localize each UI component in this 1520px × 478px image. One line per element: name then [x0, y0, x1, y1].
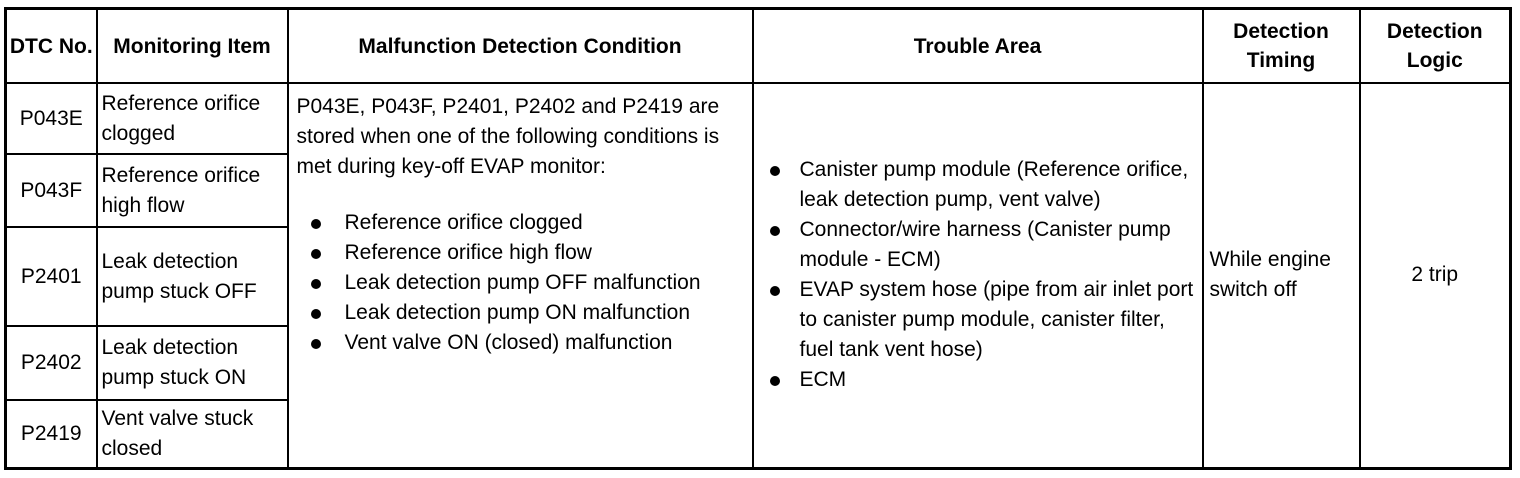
- trouble-area-item: ECM: [762, 365, 1196, 395]
- dtc-code: P2401: [6, 227, 97, 326]
- trouble-area-list: [762, 155, 1196, 395]
- trouble-area-item: EVAP system hose (pipe from air inlet port to canister pump module, canister filter, fuel tank vent hose): [762, 275, 1196, 365]
- condition-intro: P043E, P043F, P2401, P2402 and P2419 are stored when one of the following conditions is met during key-off EVAP monitor:: [296, 95, 720, 178]
- condition-item: Vent valve ON (closed) malfunction: [297, 328, 746, 358]
- condition-item: Leak detection pump ON malfunction: [297, 298, 746, 328]
- header-dtc-no: DTC No.: [6, 9, 97, 84]
- monitoring-item: Leak detection pump stuck OFF: [97, 227, 288, 326]
- dtc-table: [4, 7, 1512, 470]
- header-malfunction-condition: Malfunction Detection Condition: [288, 9, 753, 84]
- condition-item: Reference orifice high flow: [297, 238, 746, 268]
- header-detection-logic: Detection Logic: [1360, 9, 1511, 84]
- condition-list: [297, 208, 746, 358]
- monitoring-item: Vent valve stuck closed: [97, 400, 288, 468]
- trouble-area-cell: [753, 83, 1203, 468]
- header-trouble-area: Trouble Area: [753, 9, 1203, 84]
- condition-item: Reference orifice clogged: [297, 208, 746, 238]
- trouble-area-item: Connector/wire harness (Canister pump module - ECM): [762, 215, 1196, 275]
- trouble-area-item: Canister pump module (Reference orifice, leak detection pump, vent valve): [762, 155, 1196, 215]
- detection-logic: 2 trip: [1360, 83, 1511, 468]
- detection-timing: While engine switch off: [1203, 83, 1360, 468]
- monitoring-item: Reference orifice high flow: [97, 154, 288, 227]
- dtc-table-container: [4, 7, 1512, 470]
- dtc-code: P043F: [6, 154, 97, 227]
- malfunction-condition-cell: [288, 83, 753, 468]
- monitoring-item: Leak detection pump stuck ON: [97, 326, 288, 400]
- header-detection-timing: Detection Timing: [1203, 9, 1360, 84]
- dtc-code: P2402: [6, 326, 97, 400]
- table-row: [6, 83, 1511, 154]
- header-row: [6, 9, 1511, 84]
- dtc-code: P2419: [6, 400, 97, 468]
- dtc-code: P043E: [6, 83, 97, 154]
- condition-item: Leak detection pump OFF malfunction: [297, 268, 746, 298]
- monitoring-item: Reference orifice clogged: [97, 83, 288, 154]
- header-monitoring-item: Monitoring Item: [97, 9, 288, 84]
